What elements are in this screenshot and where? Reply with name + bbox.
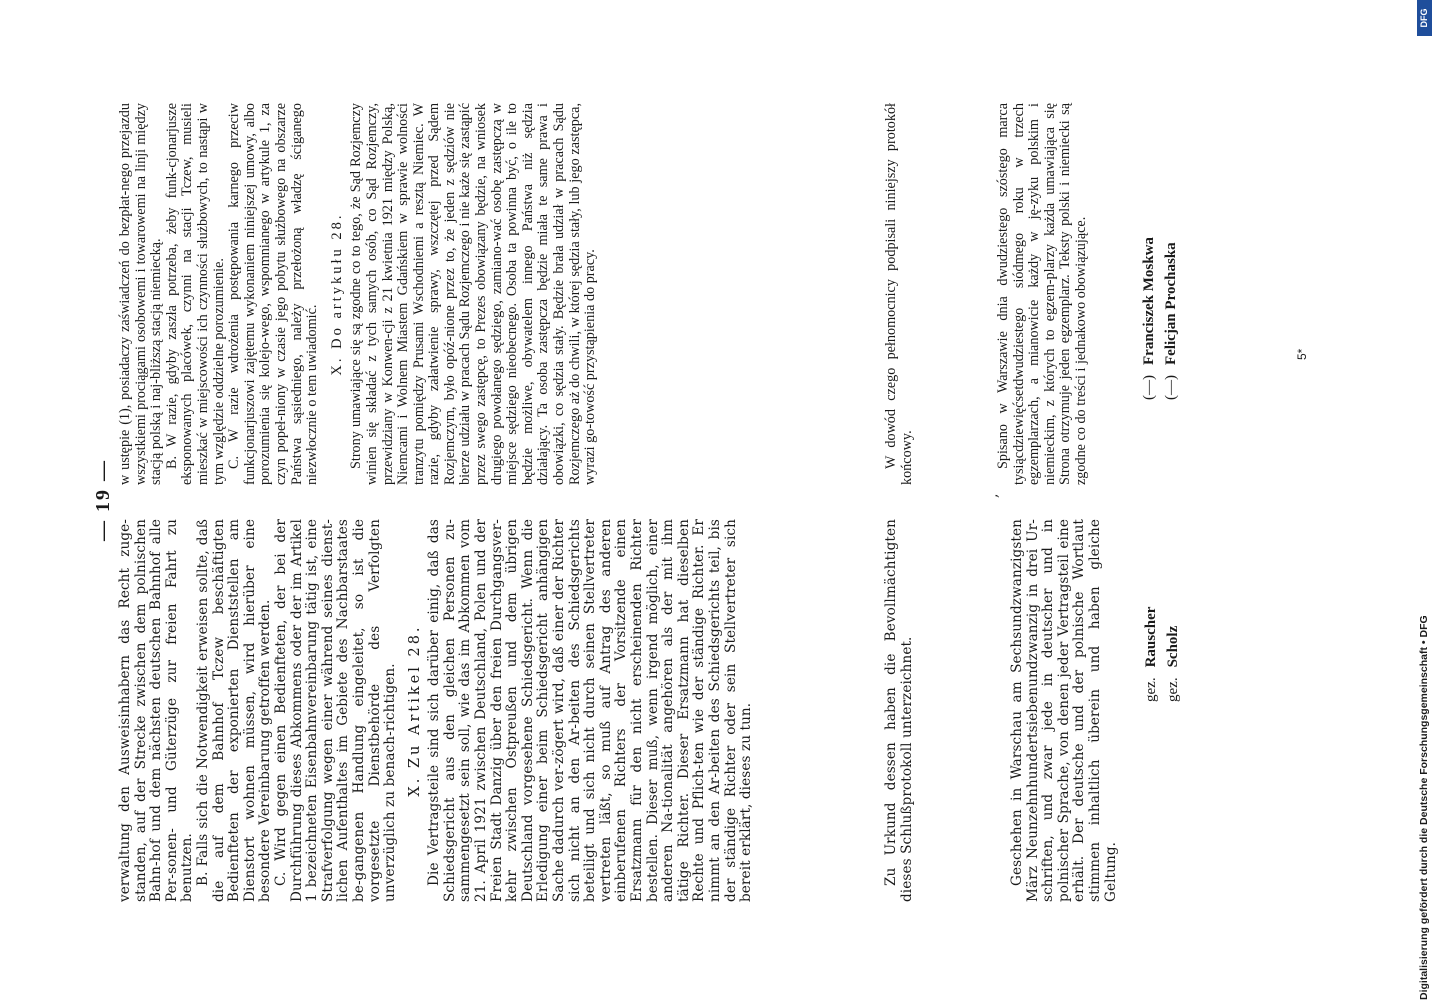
polish-witness-clause: W dowód czego pełnomocnicy podpisali niniejszy protokół końcowy. xyxy=(883,103,915,485)
german-column xyxy=(118,519,755,902)
digitization-stamp xyxy=(1417,0,1433,1000)
polish-column xyxy=(118,103,599,485)
polish-paragraph-article-28: Strony umawiające się są zgodne co to tego, że Sąd Rozjemczy winien się składać z tych samych osób, co Sąd Rozjemczy, przewidziany w Konwen-cji z 21 kwietnia 1921 między Polską, Niemcami i Wolnem Miastem Gdańskiem w sprawie wolności tranzytu pomiędzy Prusami Wschodniemi a resztą Niemiec. W razie, gdyby załatwienie sprawy, wszczętej przed Sądem Rozjemczym, było opóź-nione przez to, że jeden z sędziów nie bierze udziału w pracach Sądu Rozjemczego i nie każe się zastąpić przez swego zastępcę, to Prezes obowiązany będzie, na wniosek drugiego powołanego sędziego, zamiano-wać osobę zastępczą w miejsce sędziego nieobecnego. Osoba ta powinna być, o ile to będzie możliwe, obywatelem innego Państwa niż sędzia działający. Ta osoba zastępcza będzie miała te same prawa i obowiązki, co sędzia stały. Będzie brała udział w pracach Sądu Rozjemczego aż do chwili, w której sędzia stały, lub jego zastępca, wyrazi go-towość przystąpienia do pracy. xyxy=(348,103,599,485)
polish-heading-article-28: X. Do artykułu 28. xyxy=(328,212,345,376)
polish-done-block xyxy=(996,103,1090,485)
polish-signatures xyxy=(1138,237,1182,400)
page-number: — 19 — xyxy=(92,459,114,541)
polish-paragraph-1: w ustępie (1), posiadaczy zaświadczeń do bezpłat-nego przejazdu wszystkiemi prociągami osobowemi i towarowemi na linji między stacją polską i naj-bliższą stacją niemiecką. xyxy=(117,103,165,485)
german-paragraph-article-28: Die Vertragsteile sind sich darüber einig, daß das Schiedsgericht aus den gleichen Personen zu-sammengesetzt sein soll, wie das im Abkommen vom 21. April 1921 zwischen Deutschland, Polen und der Freien Stadt Danzig über den freien Durchgangsver-kehr zwischen Ostpreußen und dem übrigen Deutschland vorgesehene Schiedsgericht. Wenn die Erledigung einer beim Schiedsgericht anhängigen Sache dadurch ver-zögert wird, daß einer der Richter sich nicht an den Ar-beiten des Schiedsgerichts beteiligt und sich nicht durch seinen Stellvertreter vertreten läßt, so muß auf Antrag des anderen einberufenen Richters der Vorsitzende einen Ersatzmann für den nicht erscheinenden Richter bestellen. Dieser muß, wenn irgend möglich, einer anderen Na-tionalität angehören als der mit ihm tätige Richter. Dieser Ersatzmann hat dieselben Rechte und Pflich-ten wie der ständige Richter. Er nimmt an den Ar-beiten des Schiedsgerichts teil, bis der ständige Richter oder sein Stellvertreter sich bereit erklärt, dieses zu tun. xyxy=(426,519,755,902)
footer-mark: 5* xyxy=(1295,348,1309,360)
german-signatures xyxy=(1140,607,1184,702)
polish-signature-2: (—)Felicjan Prochaska xyxy=(1163,242,1179,400)
german-closing-block xyxy=(884,519,915,902)
dfg-logo: DFG xyxy=(1417,0,1432,36)
german-heading-article-28: X. Zu Artikel 28. xyxy=(406,624,423,797)
german-paragraph-1: verwaltung den Ausweisinhabern das Recht zuge-standen, auf der Strecke zwischen dem polnischen Bahn-hof und dem nächsten deutschen Bahnhof alle Per-sonen- und Güterzüge zur freien Fahrt zu benutzen. xyxy=(117,519,196,902)
polish-signature-1: (—)Franciszek Moskwa xyxy=(1141,237,1157,400)
polish-paragraph-b: B. W razie, gdyby zaszła potrzeba, żeby funk-cjonarjusze eksponowanych placówek, czynni na stacji Tczew, musieli mieszkać w miejscowości ich czynności służbowych, to nastąpi w tym względzie oddzielne porozumienie. xyxy=(163,103,227,485)
german-paragraph-c: C. Wird gegen einen Bedienfteten, der bei der Durchführung dieses Abkommens oder der im Artikel 1 bezeichneten Eisenbahnvereinbarung tätig ist, eine Strafverfolgung wegen einer während seines dienst-lichen Aufenthaltes im Gebiete des Nachbarstaates be-gangenen Handlung eingeleitet, so ist die vorgesetzte Dienstbehörde des Verfolgten unverzüglich zu benach-richtigen. xyxy=(272,519,399,902)
polish-closing-block xyxy=(884,103,915,485)
polish-paragraph-c: C. W razie wdrożenia postępowania karnego przeciw funkcjonarjuszowi zajętemu wykonaniem niniejszej umowy, albo porozumienia się kolejo-wego, wspomnianego w artykule 1, za czyn popeł-niony w czasie jego pobytu służbowego na obszarze Państwa sąsiedniego, należy przełożoną władzę ściganego niezwłocznie o tem uwiadomić. xyxy=(226,103,321,485)
german-done-block xyxy=(1010,519,1119,902)
german-witness-clause: Zu Urkund dessen haben die Bevollmächtigten dieses Schlußprotokoll unterzeichnet. xyxy=(883,519,915,902)
polish-done-clause: Spisano w Warszawie dnia dwudziestego szóstego marca tysiącdziewięćsetdwudziestego siódmego roku w trzech egzemplarzach, a mianowicie każdy w ję-zyku polskim i niemieckim, z których to egzem-plarzy każda umawiająca się Strona otrzymuje jeden egzemplarz. Teksty polski i niemiecki są zgodne co do treści i jednakowo obowiązujące. xyxy=(995,103,1089,485)
german-paragraph-b: B. Falls sich die Notwendigkeit erweisen sollte, daß die auf dem Bahnhof Tczew beschäftigten Bedienfteten der exponierten Dienststellen am Dienstort wohnen müssen, wird hierüber eine besondere Vereinbarung getroffen werden. xyxy=(194,519,274,902)
german-signature-2: gez.Scholz xyxy=(1165,625,1181,702)
stamp-text: Digitalisierung gefördert durch die Deutsche Forschungsgemeinschaft • DFG xyxy=(1418,615,1430,1000)
german-signature-1: gez.Rauscher xyxy=(1143,606,1159,702)
german-done-clause: Geschehen in Warschau am Sechsundzwanzigsten März Neunzehnhundertsiebenundzwanzig in drei Ur-schriften, und zwar jede in deutscher und in polnischer Sprache, von denen jeder Vertragsteil eine erhält. Der deutsche und der polnische Wortlaut stimmen inhaltlich überein und haben gleiche Geltung. xyxy=(1009,519,1119,902)
stray-mark: , xyxy=(985,493,1001,498)
